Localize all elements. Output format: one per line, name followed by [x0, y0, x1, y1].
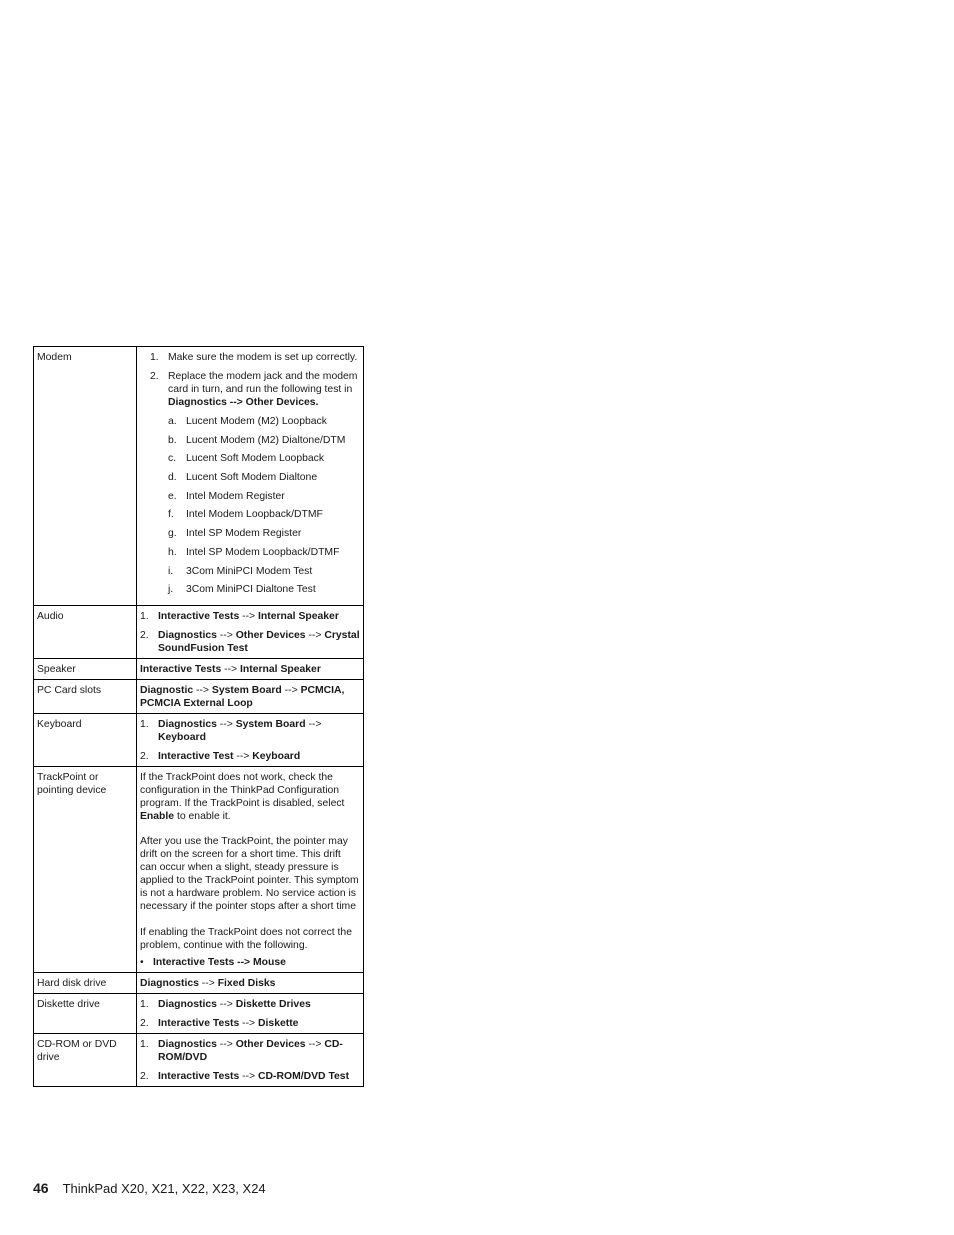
step-list [140, 610, 360, 655]
arrow-separator: --> [308, 1038, 322, 1050]
device-name: Hard disk drive [34, 972, 137, 993]
list-item: 2. Diagnostics --> Other Devices --> Crystal SoundFusion Test [140, 629, 360, 654]
table-row [34, 993, 364, 1033]
device-name: Modem [34, 347, 137, 606]
table-row [34, 605, 364, 658]
list-item: 1. Make sure the modem is set up correctly. [150, 352, 358, 363]
test-cell [137, 1033, 364, 1086]
arrow-separator: --> [219, 1038, 233, 1050]
device-name: Diskette drive [34, 993, 137, 1033]
device-test-table [33, 346, 364, 1087]
modem-test-item: e. Intel Modem Register [168, 490, 285, 502]
list-item: • Interactive Tests --> Mouse [140, 956, 286, 968]
arrow-separator: --> [219, 629, 233, 641]
arrow-separator: --> [224, 663, 238, 675]
list-item: 1. Diagnostics --> System Board --> Keyboard [140, 718, 322, 743]
modem-test-item: i. 3Com MiniPCI Modem Test [168, 565, 313, 577]
test-cell: Diagnostics --> Fixed Disks [137, 972, 364, 993]
arrow-separator: --> [196, 684, 210, 696]
list-item: 2. Interactive Tests --> CD-ROM/DVD Test [140, 1070, 350, 1082]
modem-test-item: h. Intel SP Modem Loopback/DTMF [168, 546, 340, 558]
arrow-separator: --> [219, 718, 233, 730]
step-list [140, 1038, 360, 1083]
device-name: Audio [34, 605, 137, 658]
list-item: 2. Replace the modem jack and the modem card in turn, and run the following test in Diagnostics --> Other Devices. a. Lucent Modem (M2) Loopback b. Lucent Modem (M2) Dialtone/DTM c. Lucent Soft Modem Loopback d. Lucent Soft Modem Dialtone e. Intel Modem Register f. Intel Modem Loopback/DTMF g. Intel SP Modem Register h. Intel SP Modem Loopback/DTMF i. 3Com MiniPCI Modem Test j. 3Com MiniPCI Dialtone Test [140, 370, 360, 596]
paragraph: After you use the TrackPoint, the pointer may drift on the screen for a short time. This drift can occur when a slight, steady pressure is applied to the TrackPoint pointer. This symptom is not a hardware problem. No service action is necessary if the pointer stops after a short time [140, 836, 359, 913]
test-cell [137, 605, 364, 658]
modem-test-item: a. Lucent Modem (M2) Loopback [168, 416, 327, 427]
arrow-separator: --> [308, 718, 322, 730]
document-title: ThinkPad X20, X21, X22, X23, X24 [62, 1181, 266, 1196]
list-item: 1. Diagnostics --> Diskette Drives [140, 998, 311, 1010]
device-name: Keyboard [34, 713, 137, 766]
step-list [140, 351, 360, 596]
page-number: 46 [33, 1180, 49, 1196]
test-cell [137, 766, 364, 972]
modem-test-item: c. Lucent Soft Modem Loopback [168, 453, 325, 465]
arrow-separator: --> [219, 998, 233, 1010]
table-row [34, 1033, 364, 1086]
modem-test-item: g. Intel SP Modem Register [168, 528, 302, 540]
step-list [140, 998, 360, 1030]
table-row [34, 679, 364, 713]
table-row [34, 658, 364, 679]
paragraph: If the TrackPoint does not work, check the configuration in the ThinkPad Configuration program. If the TrackPoint is disabled, select Enable to enable it. [140, 771, 345, 822]
list-item: 1. Interactive Tests --> Internal Speaker [140, 610, 339, 622]
modem-test-item: b. Lucent Modem (M2) Dialtone/DTM [168, 434, 346, 446]
arrow-separator: --> [284, 684, 298, 696]
arrow-separator: --> [308, 629, 322, 641]
arrow-separator: --> [242, 1017, 256, 1029]
table-row [34, 347, 364, 606]
page-footer [33, 1180, 266, 1196]
table-row [34, 972, 364, 993]
list-item: 2. Interactive Tests --> Diskette [140, 1017, 299, 1029]
list-item: 2. Interactive Test --> Keyboard [140, 750, 301, 762]
arrow-separator: --> [242, 1070, 256, 1082]
test-cell [137, 993, 364, 1033]
bullet-list [140, 956, 360, 969]
device-name: PC Card slots [34, 679, 137, 713]
test-cell: Diagnostic --> System Board --> PCMCIA, PCMCIA External Loop [137, 679, 364, 713]
table-row [34, 713, 364, 766]
device-name: Speaker [34, 658, 137, 679]
test-cell [137, 347, 364, 606]
modem-test-item: f. Intel Modem Loopback/DTMF [168, 509, 323, 521]
test-cell: Interactive Tests --> Internal Speaker [137, 658, 364, 679]
list-item: 1. Diagnostics --> Other Devices --> CD-ROM/DVD [140, 1038, 343, 1063]
arrow-separator: --> [201, 977, 215, 989]
table-row [34, 766, 364, 972]
arrow-separator: --> [236, 750, 250, 762]
modem-test-item: j. 3Com MiniPCI Dialtone Test [168, 584, 316, 596]
device-name: CD-ROM or DVD drive [34, 1033, 137, 1086]
step-list [140, 718, 360, 763]
test-cell [137, 713, 364, 766]
paragraph: If enabling the TrackPoint does not correct the problem, continue with the following. [140, 926, 352, 951]
device-name: TrackPoint or pointing device [34, 766, 137, 972]
modem-test-item: d. Lucent Soft Modem Dialtone [168, 472, 318, 484]
arrow-separator: --> [242, 610, 256, 622]
modem-test-list [168, 415, 360, 596]
